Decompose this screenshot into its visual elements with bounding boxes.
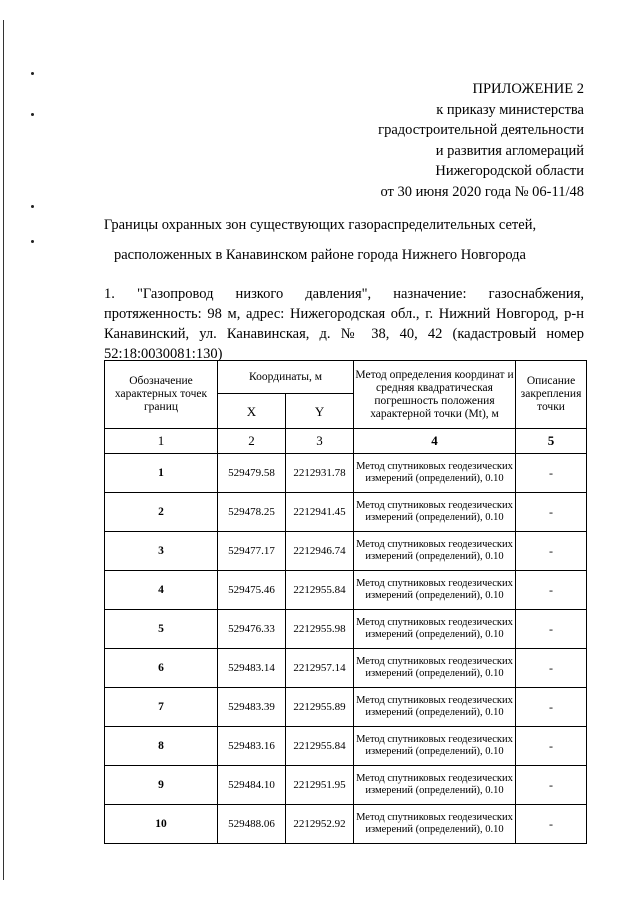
header-y: Y [286, 394, 354, 429]
appendix-date-line: от 30 июня 2020 года № 06-11/48 [380, 183, 584, 200]
point-id-cell: 6 [105, 649, 218, 688]
description-cell: - [516, 493, 587, 532]
scan-margin-line [3, 20, 4, 880]
point-id-cell: 8 [105, 727, 218, 766]
method-cell: Метод спутниковых геодезических измерений (определений), 0.10 [354, 649, 516, 688]
table-row [105, 610, 587, 649]
description-cell: - [516, 532, 587, 571]
table-row [105, 532, 587, 571]
heading-line-2: расположенных в Канавинском районе города Нижнего Новгорода [113, 247, 526, 263]
method-cell: Метод спутниковых геодезических измерений (определений), 0.10 [354, 727, 516, 766]
description-cell: - [516, 610, 587, 649]
scan-speck [31, 205, 34, 208]
point-id-cell: 4 [105, 571, 218, 610]
y-coordinate-cell: 2212955.98 [286, 610, 354, 649]
x-coordinate-cell: 529484.10 [218, 766, 286, 805]
point-id-cell: 5 [105, 610, 218, 649]
appendix-block [378, 79, 584, 202]
point-id-cell: 7 [105, 688, 218, 727]
method-cell: Метод спутниковых геодезических измерений (определений), 0.10 [354, 766, 516, 805]
header-coords: Координаты, м [218, 361, 354, 394]
scan-speck [31, 72, 34, 75]
object-description: 1. "Газопровод низкого давления", назначение: газоснабжения, протяженность: 98 м, адрес: Нижегородская обл., г. Нижний Новгород, р-н Канавинский, ул. Канавинская, д. № 38, 40, 42 (кадастровый номер 52:18:0030081:130) [104, 286, 584, 362]
table-row [105, 766, 587, 805]
table-row [105, 493, 587, 532]
x-coordinate-cell: 529483.39 [218, 688, 286, 727]
document-heading [60, 212, 580, 272]
point-id-cell: 9 [105, 766, 218, 805]
header-method: Метод определения координат и средняя квадратическая погрешность положения характерной точки (Mt), м [354, 361, 516, 429]
y-coordinate-cell: 2212955.84 [286, 571, 354, 610]
appendix-line: к приказу министерства [436, 101, 584, 118]
y-coordinate-cell: 2212941.45 [286, 493, 354, 532]
y-coordinate-cell: 2212957.14 [286, 649, 354, 688]
y-coordinate-cell: 2212955.84 [286, 727, 354, 766]
appendix-line: градостроительной деятельности [378, 122, 584, 138]
method-cell: Метод спутниковых геодезических измерений (определений), 0.10 [354, 688, 516, 727]
method-cell: Метод спутниковых геодезических измерений (определений), 0.10 [354, 532, 516, 571]
y-coordinate-cell: 2212955.89 [286, 688, 354, 727]
x-coordinate-cell: 529479.58 [218, 454, 286, 493]
table-row [105, 727, 587, 766]
y-coordinate-cell: 2212931.78 [286, 454, 354, 493]
point-id-cell: 2 [105, 493, 218, 532]
x-coordinate-cell: 529476.33 [218, 610, 286, 649]
y-coordinate-cell: 2212946.74 [286, 532, 354, 571]
table-row [105, 649, 587, 688]
method-cell: Метод спутниковых геодезических измерений (определений), 0.10 [354, 610, 516, 649]
table-header-row [105, 361, 587, 394]
description-cell: - [516, 727, 587, 766]
column-number-row [105, 429, 587, 454]
x-coordinate-cell: 529488.06 [218, 805, 286, 844]
column-number: 3 [286, 429, 354, 454]
column-number: 4 [354, 429, 516, 454]
appendix-title: ПРИЛОЖЕНИЕ 2 [472, 81, 584, 97]
description-cell: - [516, 649, 587, 688]
heading-line-1: Границы охранных зон существующих газораспределительных сетей, [103, 217, 537, 233]
point-id-cell: 1 [105, 454, 218, 493]
description-cell: - [516, 454, 587, 493]
method-cell: Метод спутниковых геодезических измерений (определений), 0.10 [354, 805, 516, 844]
x-coordinate-cell: 529483.14 [218, 649, 286, 688]
method-cell: Метод спутниковых геодезических измерений (определений), 0.10 [354, 493, 516, 532]
x-coordinate-cell: 529475.46 [218, 571, 286, 610]
method-cell: Метод спутниковых геодезических измерений (определений), 0.10 [354, 571, 516, 610]
x-coordinate-cell: 529483.16 [218, 727, 286, 766]
method-cell: Метод спутниковых геодезических измерений (определений), 0.10 [354, 454, 516, 493]
table-row [105, 805, 587, 844]
description-cell: - [516, 571, 587, 610]
x-coordinate-cell: 529477.17 [218, 532, 286, 571]
scan-speck [31, 240, 34, 243]
table-row [105, 688, 587, 727]
column-number: 2 [218, 429, 286, 454]
header-description: Описание закрепления точки [516, 361, 587, 429]
appendix-line: и развития агломераций [435, 142, 584, 159]
description-cell: - [516, 766, 587, 805]
description-cell: - [516, 688, 587, 727]
table-row [105, 571, 587, 610]
table-row [105, 454, 587, 493]
scan-speck [31, 113, 34, 116]
column-number: 5 [516, 429, 587, 454]
y-coordinate-cell: 2212951.95 [286, 766, 354, 805]
appendix-line: Нижегородской области [435, 163, 584, 179]
x-coordinate-cell: 529478.25 [218, 493, 286, 532]
header-point: Обозначение характерных точек границ [105, 361, 218, 429]
table-body [105, 454, 587, 844]
coordinates-table [104, 360, 587, 844]
description-cell: - [516, 805, 587, 844]
y-coordinate-cell: 2212952.92 [286, 805, 354, 844]
header-x: X [218, 394, 286, 429]
point-id-cell: 3 [105, 532, 218, 571]
point-id-cell: 10 [105, 805, 218, 844]
column-number: 1 [105, 429, 218, 454]
